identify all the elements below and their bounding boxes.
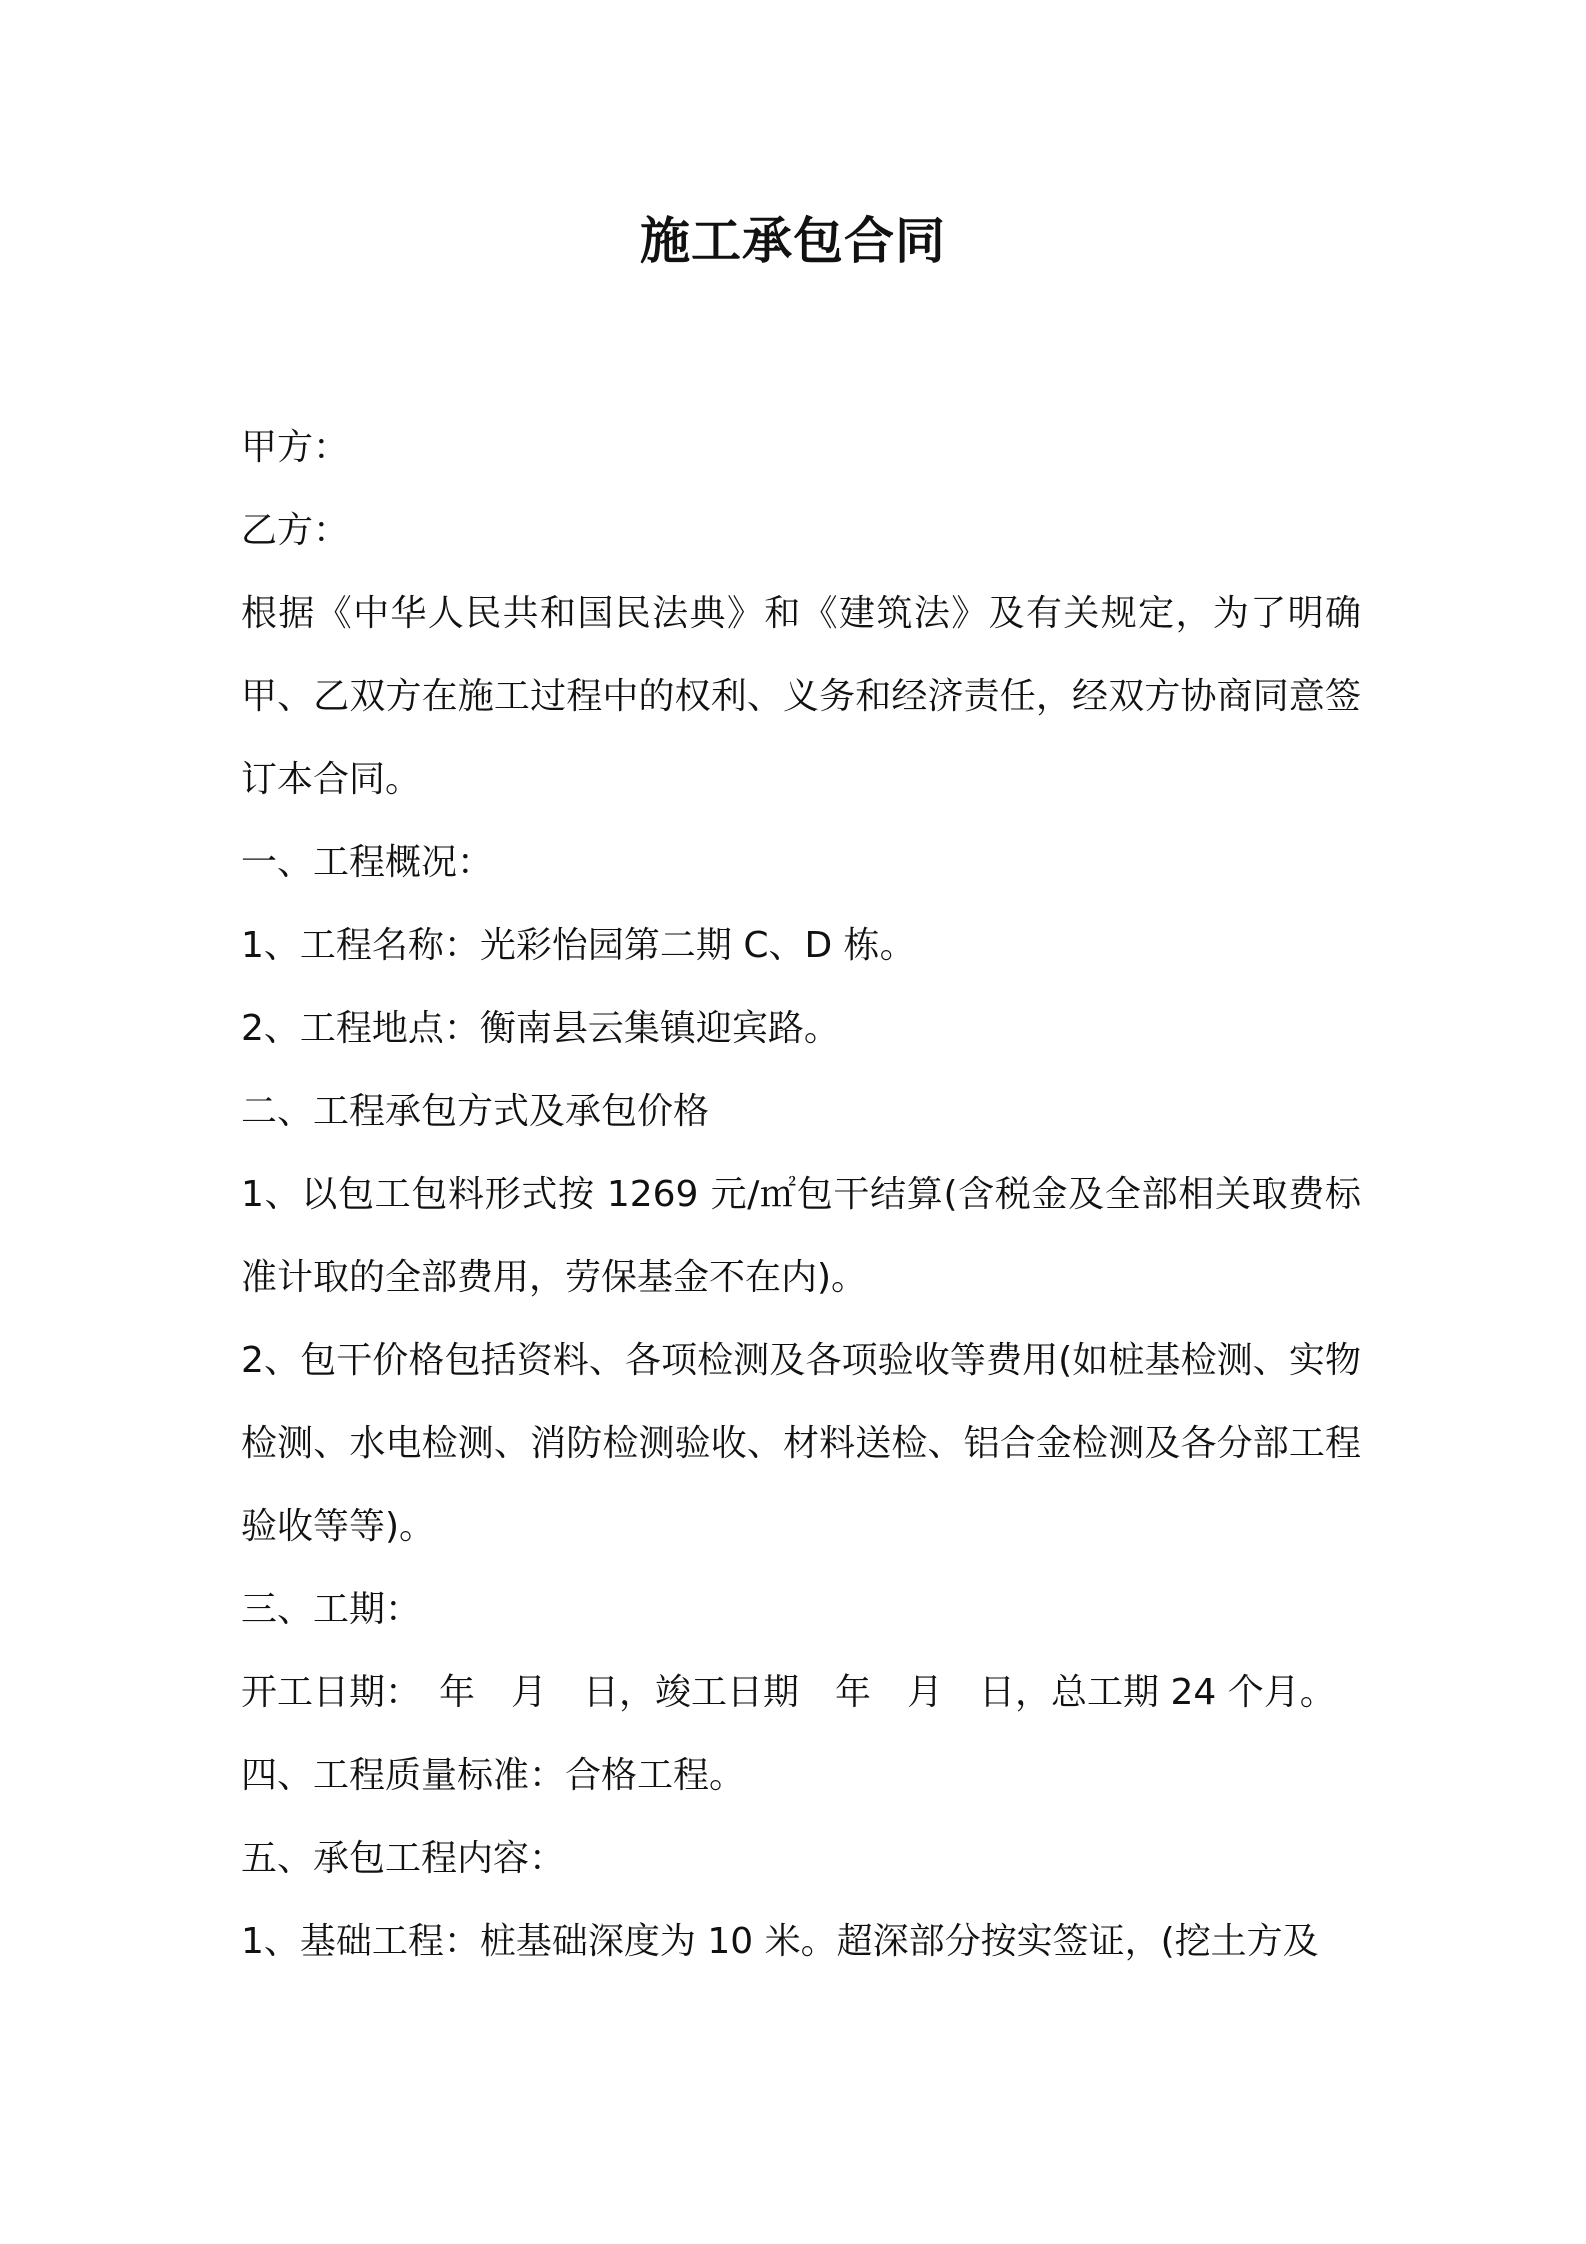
foundation-clause: 1、基础工程：桩基础深度为 10 米。超深部分按实签证，(挖土方及 xyxy=(241,1921,1319,1962)
project-name-line: 1、工程名称：光彩怡园第二期 C、D 栋。 xyxy=(241,925,916,966)
preamble-paragraph: 根据《中华人民共和国民法典》和《建筑法》及有关规定，为了明确甲、乙双方在施工过程中的权利、义务和经济责任，经双方协商同意签订本合同。 xyxy=(241,593,1361,800)
contract-body xyxy=(241,406,1361,1983)
schedule-line: 开工日期： 年 月 日，竣工日期 年 月 日，总工期 24 个月。 xyxy=(241,1672,1336,1713)
party-b-line: 乙方： xyxy=(241,510,350,551)
section-heading-5: 五、承包工程内容： xyxy=(241,1838,566,1879)
pricing-clause-1: 1、以包工包料形式按 1269 元/㎡包干结算(含税金及全部相关取费标准计取的全部费用，劳保基金不在内)。 xyxy=(241,1174,1361,1298)
document-title: 施工承包合同 xyxy=(640,212,946,270)
section-heading-3: 三、工期： xyxy=(241,1589,422,1630)
project-location-line: 2、工程地点：衡南县云集镇迎宾路。 xyxy=(241,1008,840,1049)
quality-standard-line: 四、工程质量标准：合格工程。 xyxy=(241,1755,746,1796)
party-a-line: 甲方： xyxy=(241,427,350,468)
section-heading-1: 一、工程概况： xyxy=(241,842,494,883)
pricing-clause-2: 2、包干价格包括资料、各项检测及各项验收等费用(如桩基检测、实物检测、水电检测、消防检测验收、材料送检、铝合金检测及各分部工程验收等等)。 xyxy=(241,1340,1361,1547)
section-heading-2: 二、工程承包方式及承包价格 xyxy=(241,1091,710,1132)
